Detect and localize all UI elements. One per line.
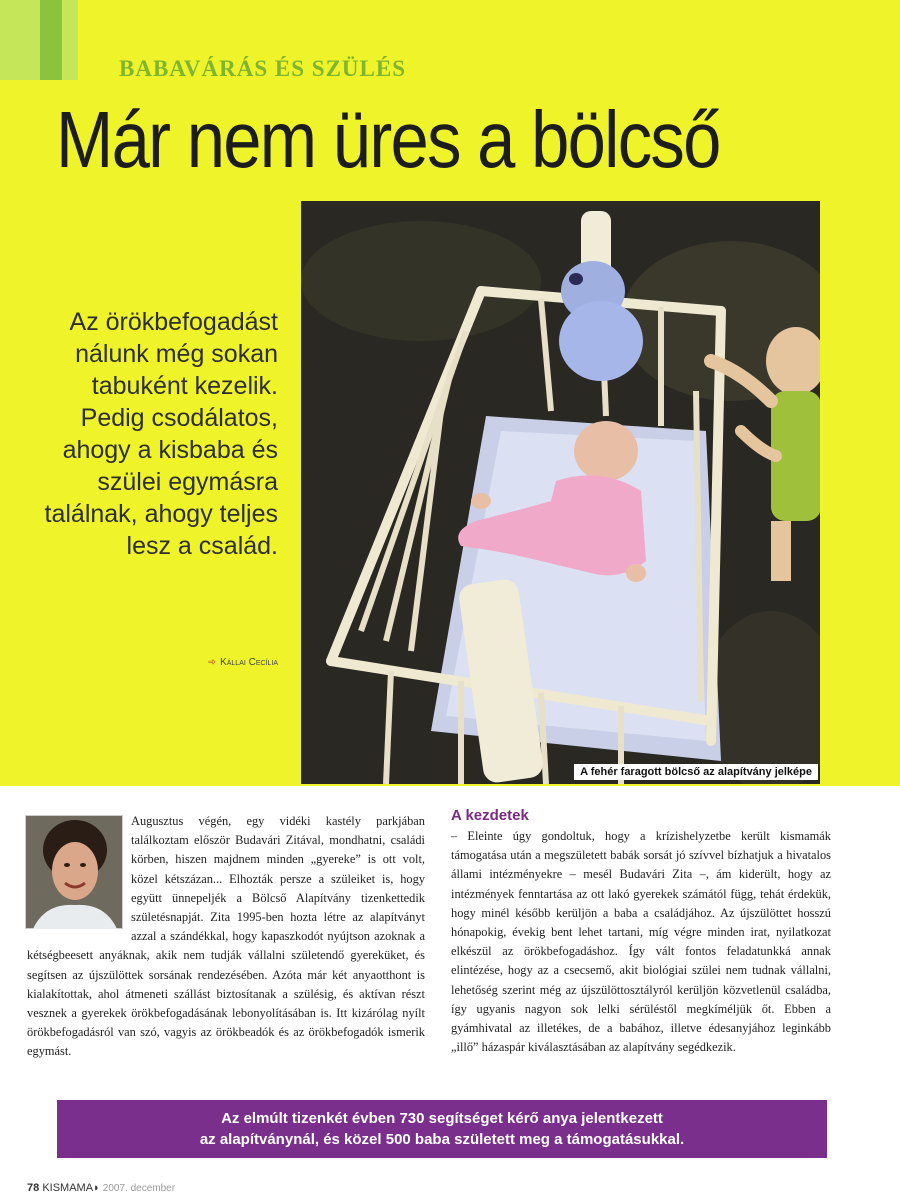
lead-line: találnak, ahogy teljes [44, 500, 278, 528]
page-footer [27, 1182, 175, 1194]
lead-line: lesz a család. [126, 532, 278, 560]
arrow-icon: ➾ [207, 657, 217, 668]
lead-line: ahogy a kisbaba és [62, 436, 278, 464]
body-column-2 [451, 806, 831, 1057]
portrait-photo [25, 815, 123, 929]
headline: Már nem üres a bölcső [56, 95, 720, 184]
author-byline [208, 657, 278, 668]
banner-line-2: az alapítványnál, és közel 500 baba született meg a támogatásukkal. [199, 1131, 685, 1148]
photo-caption: A fehér faragott bölcső az alapítvány jelképe [574, 764, 818, 780]
issue-date: 2007. december [102, 1183, 176, 1194]
lead-line: tabuként kezelik. [91, 372, 278, 400]
cradle-illustration [301, 201, 820, 784]
lead-text [0, 306, 278, 562]
author-name: Kállai Cecília [220, 657, 278, 668]
cradle-photo [301, 201, 820, 784]
banner-line-1: Az elmúlt tizenkét évben 730 segítséget kérő anya jelentkezett [221, 1110, 663, 1127]
lead-line: Az örökbefogadást [69, 308, 278, 336]
section-label: BABAVÁRÁS ÉS SZÜLÉS [119, 56, 407, 81]
subhead: A kezdetek [451, 807, 529, 824]
section-tab [0, 0, 78, 80]
fact-banner [57, 1100, 827, 1158]
lead-line: szülei egymásra [97, 468, 278, 496]
page-number: 78 [27, 1182, 40, 1194]
lead-line: Pedig csodálatos, [80, 404, 278, 432]
triangle-icon: ◗ [93, 1182, 100, 1194]
body-text-1: Augusztus végén, egy vidéki kastély parkjában találkoztam először Budavári Zitával, mondhatni, családi körben, hiszen majdnem minden „gyereke” is ott volt, közel kétszázan... Elhozták persze a szüleiket is, hogy együtt ünnepeljék a Bölcső Alapítvány tizenkettedik születésnapját. Zita 1995-ben hozta létre az alapítványt azzal a szándékkal, hogy kapaszkodót nyújtson azoknak a kétségbeesett anyáknak, akik nem tudják vállalni születendő gyereküket, és segítsen az újszülöttek sorsának rendezésében. Azóta már két anyaotthont is kialakítottak, ahol átmeneti szállást biztosítanak a szülésig, és aktívan részt vesznek a gyerekek örökbefogadásának lebonyolításában is. Itt kizárólag nyílt örökbefogadásról van szó, vagyis az örökbeadók és az örökbefogadók ismerik egymást. [27, 814, 425, 1059]
lead-line: nálunk még sokan [75, 340, 278, 368]
magazine-name: KISMAMA [42, 1182, 94, 1194]
body-text-2: – Eleinte úgy gondoltuk, hogy a krízishelyzetbe került kismamák támogatása után a megszületett babák sorsát jó szívvel bízhatjuk a hivatalos állami intézményekre – mesél Budavári Zita –, ám kiderült, hogy az intézmények fenntartása az ott lakó gyerekek számától függ, tehát érdekük, hogy minél később kerüljön a baba a családjához. Az újszülöttet hosszú hónapokig, évekig bent lehet tartani, míg végre minden irat, nyilatkozat elkészül az örökbefogadáshoz. Így vált fontos feladatunkká annak elintézése, hogy az a csecsemő, akit biológiai szülei nem tudnak vállalni, lehetőség szerint még az újszülöttosztályról kerüljön közvetlenül családba, így ugyanis nagyon sok lelki sérüléstől megkíméljük őt. Ebben a gyámhivatal az illetékes, de a babához, illetve édesanyjához leginkább „illő” házaspár kiválasztásában az alapítvány segédkezik. [451, 829, 831, 1055]
